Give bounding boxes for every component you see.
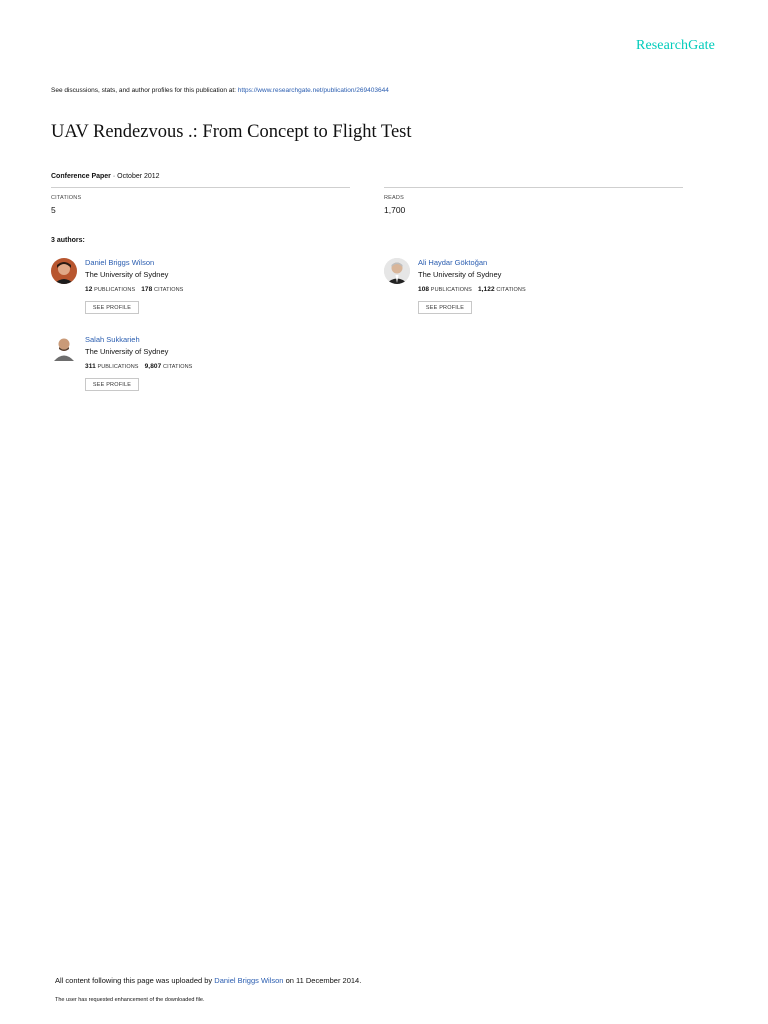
author-name-link[interactable]: Daniel Briggs Wilson	[85, 258, 155, 267]
authors-heading: 3 authors:	[51, 237, 85, 244]
see-profile-button[interactable]: SEE PROFILE	[418, 301, 472, 314]
author-publications-count: 12	[85, 286, 93, 293]
author-name-link[interactable]: Ali Haydar Göktoğan	[418, 258, 488, 267]
citations-label: CITATIONS	[154, 287, 184, 293]
see-profile-button[interactable]: SEE PROFILE	[85, 378, 139, 391]
author-avatar[interactable]	[51, 335, 77, 361]
citations-label: CITATIONS	[51, 195, 82, 201]
divider-citations	[51, 187, 350, 188]
discussion-notice	[51, 87, 389, 94]
citations-value: 5	[51, 205, 56, 215]
publication-meta	[51, 173, 160, 180]
author-avatar[interactable]	[384, 258, 410, 284]
publication-date: October 2012	[117, 173, 160, 180]
researchgate-logo[interactable]: ResearchGate	[636, 38, 715, 53]
author-institution: The University of Sydney	[85, 270, 169, 279]
author-citations-count: 1,122	[477, 286, 495, 293]
author-stats	[418, 286, 526, 293]
author-institution: The University of Sydney	[85, 347, 169, 356]
author-institution: The University of Sydney	[418, 270, 502, 279]
author-citations-count: 178	[141, 286, 153, 293]
publication-type: Conference Paper	[51, 173, 111, 180]
citations-label: CITATIONS	[163, 364, 193, 370]
author-publications-count: 108	[418, 286, 430, 293]
see-profile-button[interactable]: SEE PROFILE	[85, 301, 139, 314]
author-stats	[85, 363, 192, 370]
enhancement-note: The user has requested enhancement of the downloaded file.	[55, 997, 205, 1003]
upload-date: on 11 December 2014.	[283, 976, 362, 985]
author-citations-count: 9,807	[144, 363, 162, 370]
author-stats	[85, 286, 183, 293]
citations-label: CITATIONS	[496, 287, 526, 293]
divider-reads	[384, 187, 683, 188]
reads-label: READS	[384, 195, 404, 201]
publication-link[interactable]: https://www.researchgate.net/publication/269403644	[237, 87, 389, 94]
uploader-link[interactable]: Daniel Briggs Wilson	[214, 976, 284, 985]
publications-label: PUBLICATIONS	[430, 287, 472, 293]
discussion-notice-text: See discussions, stats, and author profiles for this publication at:	[51, 87, 238, 94]
reads-value: 1,700	[384, 205, 406, 215]
author-avatar[interactable]	[51, 258, 77, 284]
publications-label: PUBLICATIONS	[94, 287, 136, 293]
meta-separator: ·	[110, 173, 118, 180]
author-name-link[interactable]: Salah Sukkarieh	[85, 335, 140, 344]
publications-label: PUBLICATIONS	[97, 364, 139, 370]
author-publications-count: 311	[85, 363, 96, 370]
upload-notice	[55, 976, 361, 985]
publication-title: UAV Rendezvous .: From Concept to Flight Test	[51, 122, 412, 143]
upload-prefix: All content following this page was uploaded by	[55, 976, 215, 985]
